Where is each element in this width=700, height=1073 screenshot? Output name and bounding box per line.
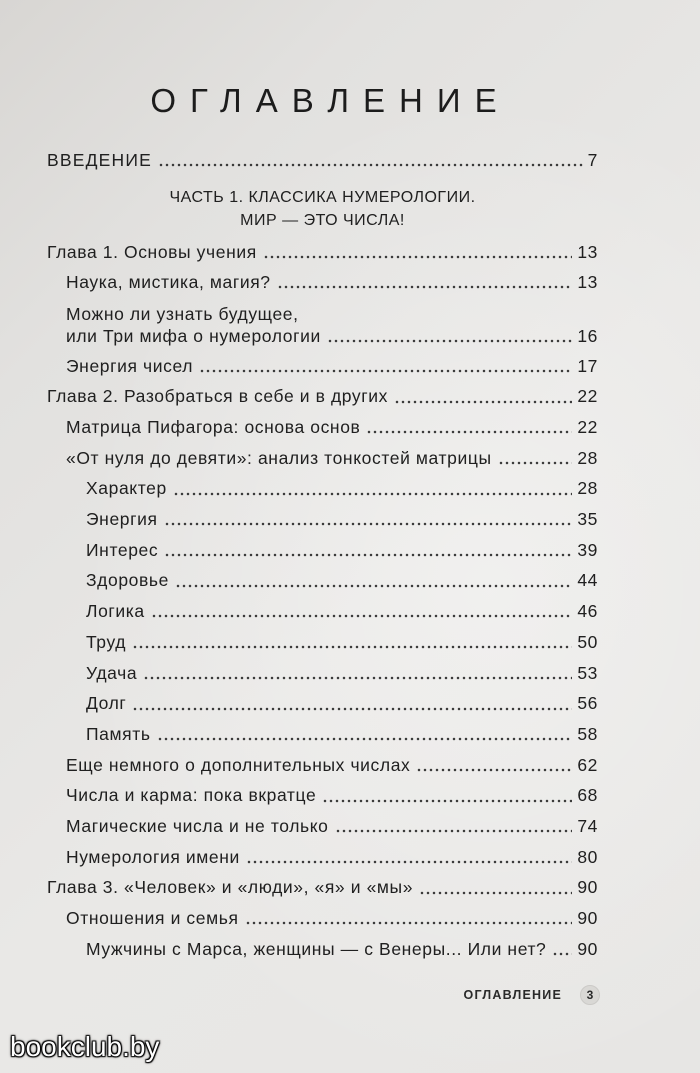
toc-entry-section-multiline bbox=[47, 297, 598, 351]
dot-leader bbox=[132, 688, 572, 719]
dot-leader bbox=[277, 267, 573, 297]
dot-leader bbox=[327, 325, 572, 347]
watermark: bookclub.by bbox=[10, 1031, 160, 1062]
dot-leader bbox=[416, 750, 572, 781]
toc-entry-subsection bbox=[47, 596, 598, 627]
dot-leader bbox=[335, 811, 573, 842]
toc-entry-title: Логика bbox=[86, 601, 145, 622]
dot-leader bbox=[158, 145, 583, 175]
dot-leader bbox=[132, 627, 572, 658]
page-title-container bbox=[47, 79, 600, 123]
toc-entry-subsection bbox=[47, 504, 598, 535]
toc-entry-page: 44 bbox=[577, 570, 598, 591]
toc-entry-section bbox=[47, 903, 598, 934]
toc-entry-section bbox=[47, 351, 598, 382]
toc-entry-page: 80 bbox=[577, 846, 598, 867]
toc-entry-title: Энергия чисел bbox=[66, 355, 194, 376]
dot-leader bbox=[173, 473, 573, 504]
toc-entry-subsection bbox=[47, 688, 598, 719]
toc-entry-page: 17 bbox=[577, 355, 598, 376]
toc-entry-subsection bbox=[47, 658, 598, 689]
toc-entry-page: 62 bbox=[577, 754, 598, 775]
toc-entry-title: Память bbox=[86, 723, 151, 744]
toc-entry-section bbox=[47, 443, 598, 474]
dot-leader bbox=[322, 780, 572, 811]
toc-entry-page: 13 bbox=[577, 272, 598, 292]
toc-entry-title: Глава 1. Основы учения bbox=[47, 242, 257, 262]
page-title: ОГЛАВЛЕНИЕ bbox=[150, 82, 511, 119]
toc-entry-title: Числа и карма: пока вкратце bbox=[66, 785, 317, 806]
toc-entry-section bbox=[47, 267, 598, 297]
toc-entry-title: Долг bbox=[86, 693, 127, 714]
dot-leader bbox=[143, 658, 572, 689]
toc-entry-title: Матрица Пифагора: основа основ bbox=[66, 417, 361, 438]
dot-leader bbox=[498, 443, 573, 474]
toc-entry-title: Труд bbox=[86, 631, 127, 652]
toc-entry-page: 7 bbox=[587, 150, 598, 170]
dot-leader bbox=[199, 351, 572, 382]
toc-entry-section bbox=[47, 842, 598, 873]
toc-entry-title: Еще немного о дополнительных числах bbox=[66, 754, 411, 775]
toc-entry-section bbox=[47, 780, 598, 811]
dot-leader bbox=[175, 565, 572, 596]
toc-entry-title: Нумерология имени bbox=[66, 846, 240, 867]
toc-entry-page: 56 bbox=[577, 693, 598, 714]
toc-entry-page: 90 bbox=[577, 908, 598, 929]
toc-entry-introduction bbox=[47, 145, 598, 175]
toc-entry-title-line: Можно ли узнать будущее, bbox=[66, 304, 299, 324]
dot-leader bbox=[552, 934, 572, 965]
toc-entry-section bbox=[47, 750, 598, 781]
toc-entry-title: Мужчины с Марса, женщины — с Венеры... Или нет? bbox=[86, 938, 547, 959]
toc-entry-subsection bbox=[47, 473, 598, 504]
dot-leader bbox=[245, 903, 573, 934]
toc-entry-title: Глава 2. Разобраться в себе и в других bbox=[47, 386, 388, 407]
toc-entry-page: 74 bbox=[577, 815, 598, 836]
toc-entry-chapter-3 bbox=[47, 872, 598, 903]
toc-entry-page: 13 bbox=[577, 242, 598, 262]
dot-leader bbox=[394, 381, 572, 412]
toc-entry-title: Наука, мистика, магия? bbox=[66, 272, 271, 292]
toc-entry-page: 90 bbox=[577, 938, 598, 959]
toc-entry-page: 50 bbox=[577, 631, 598, 652]
toc-entry-subsection bbox=[47, 719, 598, 750]
toc-entry-title: Глава 3. «Человек» и «люди», «я» и «мы» bbox=[47, 877, 414, 898]
toc-entry-page: 16 bbox=[577, 326, 598, 346]
dot-leader bbox=[419, 872, 572, 903]
toc-entry-title: Характер bbox=[86, 478, 167, 499]
toc-entry-title: «От нуля до девяти»: анализ тонкостей матрицы bbox=[66, 447, 492, 468]
toc-entry-title: Отношения и семья bbox=[66, 908, 239, 929]
toc-entry-chapter-1 bbox=[47, 237, 598, 267]
toc-entry-title: Магические числа и не только bbox=[66, 815, 329, 836]
dot-leader bbox=[151, 596, 573, 627]
dot-leader bbox=[157, 719, 573, 750]
dot-leader bbox=[246, 842, 572, 873]
toc-entry-subsection bbox=[47, 565, 598, 596]
toc-entry-subsection bbox=[47, 627, 598, 658]
toc-entry-title: ВВЕДЕНИЕ bbox=[47, 150, 153, 170]
dot-leader bbox=[263, 237, 573, 267]
toc-entry-page: 35 bbox=[577, 509, 598, 530]
toc-entry-page: 68 bbox=[577, 785, 598, 806]
toc-entry-title: Интерес bbox=[86, 539, 159, 560]
toc-entry-section bbox=[47, 811, 598, 842]
toc-entry-title: Удача bbox=[86, 662, 138, 683]
toc-entry-page: 28 bbox=[577, 478, 598, 499]
toc-entry-page: 28 bbox=[577, 447, 598, 468]
toc-entry-page: 46 bbox=[577, 601, 598, 622]
dot-leader bbox=[366, 412, 572, 443]
toc-entry-subsection bbox=[47, 535, 598, 566]
toc-entry-page: 53 bbox=[577, 662, 598, 683]
toc-entry-subsection bbox=[47, 934, 598, 965]
toc-entry-chapter-2 bbox=[47, 381, 598, 412]
running-footer-section: ОГЛАВЛЕНИЕ bbox=[463, 988, 562, 1002]
page-number-badge: 3 bbox=[580, 985, 600, 1005]
toc-entry-page: 58 bbox=[577, 723, 598, 744]
part-heading-line: ЧАСТЬ 1. КЛАССИКА НУМЕРОЛОГИИ. bbox=[169, 188, 476, 206]
toc-entry-title-line: или Три мифа о нумерологии bbox=[66, 326, 321, 346]
toc-entry-page: 39 bbox=[577, 539, 598, 560]
toc-entry-page: 90 bbox=[577, 877, 598, 898]
toc-entry-title: Энергия bbox=[86, 509, 158, 530]
dot-leader bbox=[164, 535, 572, 566]
table-of-contents bbox=[47, 145, 598, 964]
toc-entry-section bbox=[47, 412, 598, 443]
toc-entry-title: Здоровье bbox=[86, 570, 169, 591]
toc-entry-page: 22 bbox=[577, 417, 598, 438]
part-heading-line: МИР — ЭТО ЧИСЛА! bbox=[240, 211, 405, 229]
toc-entry-page: 22 bbox=[577, 386, 598, 407]
dot-leader bbox=[164, 504, 573, 535]
part-heading bbox=[47, 186, 598, 232]
